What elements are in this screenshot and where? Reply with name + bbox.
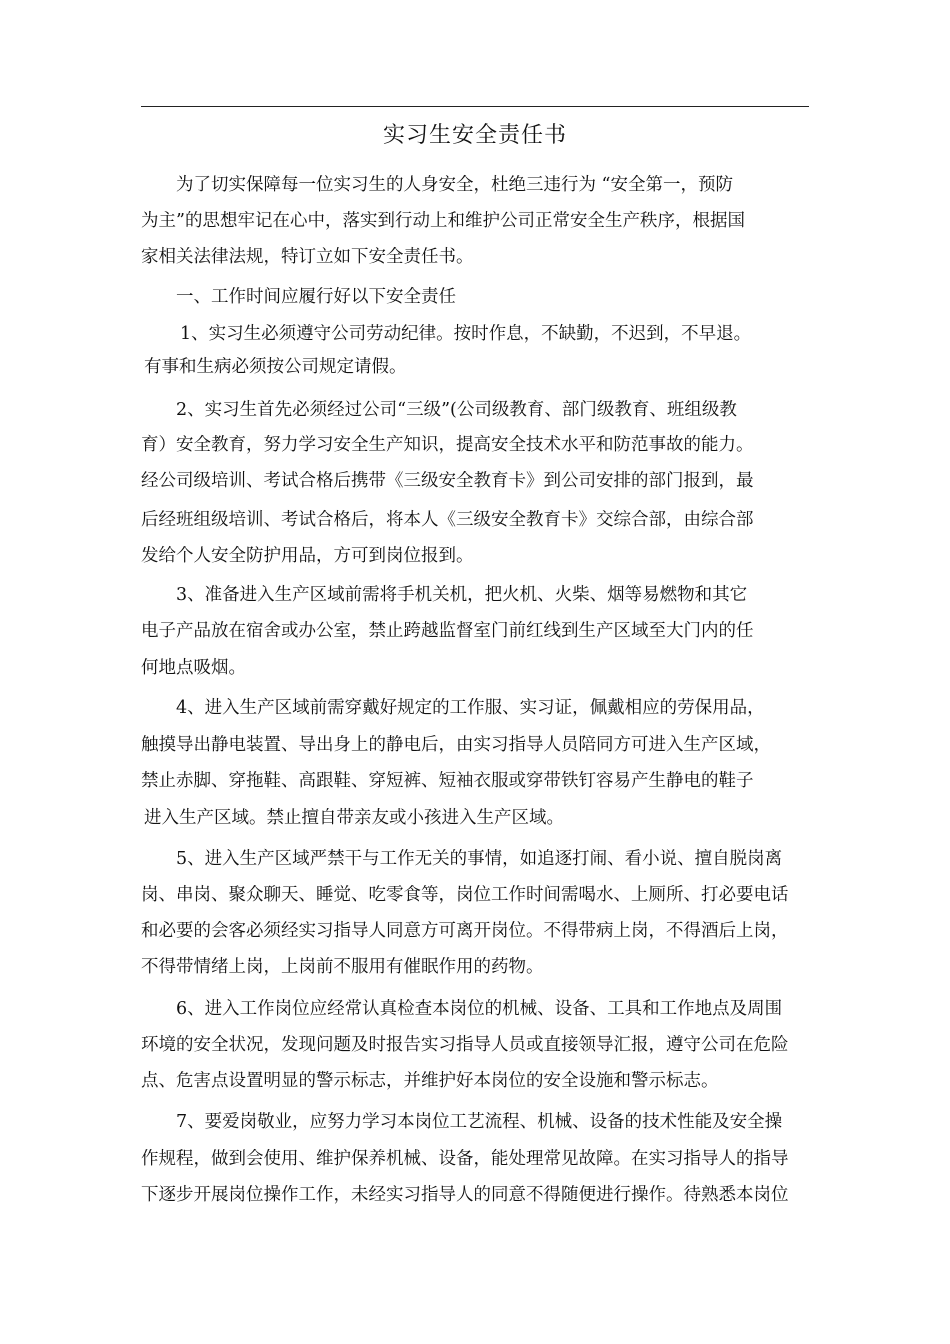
paragraph-line: 环境的安全状况，发现问题及时报告实习指导人员或直接领导汇报，遵守公司在危险 [141, 1035, 789, 1055]
paragraph-line: 发给个人安全防护用品，方可到岗位报到。 [141, 546, 474, 566]
paragraph-line: 家相关法律法规，特订立如下安全责任书。 [141, 247, 474, 267]
paragraph-line: 2、实习生首先必须经过公司“三级”(公司级教育、部门级教育、班组级教 [176, 400, 737, 420]
paragraph-line: 进入生产区域。禁止擅自带亲友或小孩进入生产区域。 [144, 808, 564, 828]
section-heading: 一、工作时间应履行好以下安全责任 [176, 287, 456, 307]
paragraph-line: 7、要爱岗敬业，应努力学习本岗位工艺流程、机械、设备的技术性能及安全操 [176, 1112, 783, 1132]
paragraph-line: 经公司级培训、考试合格后携带《三级安全教育卡》到公司安排的部门报到，最 [141, 471, 754, 491]
paragraph-line: 岗、串岗、聚众聊天、睡觉、吃零食等，岗位工作时间需喝水、上厕所、打必要电话 [141, 885, 789, 905]
paragraph-line: 点、危害点设置明显的警示标志，并维护好本岗位的安全设施和警示标志。 [141, 1071, 719, 1091]
header-rule [141, 106, 809, 107]
paragraph-line: 3、准备进入生产区域前需将手机关机，把火机、火柴、烟等易燃物和其它 [176, 585, 748, 605]
document-title: 实习生安全责任书 [382, 123, 567, 148]
paragraph-line: 作规程，做到会使用、维护保养机械、设备，能处理常见故障。在实习指导人的指导 [141, 1149, 789, 1169]
paragraph-line: 后经班组级培训、考试合格后，将本人《三级安全教育卡》交综合部，由综合部 [141, 510, 754, 530]
paragraph-line: 1、实习生必须遵守公司劳动纪律。按时作息，不缺勤，不迟到，不早退。 [180, 324, 752, 344]
paragraph-line: 和必要的会客必须经实习指导人同意方可离开岗位。不得带病上岗，不得酒后上岗， [141, 921, 789, 941]
paragraph-line: 5、进入生产区域严禁干与工作无关的事情，如追逐打闹、看小说、擅自脱岗离 [176, 849, 783, 869]
paragraph-line: 触摸导出静电装置、导出身上的静电后，由实习指导人员陪同方可进入生产区域， [141, 735, 771, 755]
paragraph-line: 有事和生病必须按公司规定请假。 [144, 357, 407, 377]
paragraph-line: 禁止赤脚、穿拖鞋、高跟鞋、穿短裤、短袖衣服或穿带铁钉容易产生静电的鞋子 [141, 771, 754, 791]
paragraph-line: 4、进入生产区域前需穿戴好规定的工作服、实习证，佩戴相应的劳保用品， [176, 698, 765, 718]
paragraph-line: 电子产品放在宿舍或办公室，禁止跨越监督室门前红线到生产区域至大门内的任 [141, 621, 754, 641]
paragraph-line: 何地点吸烟。 [141, 658, 246, 678]
paragraph-line: 下逐步开展岗位操作工作，未经实习指导人的同意不得随便进行操作。待熟悉本岗位 [141, 1185, 789, 1205]
paragraph-line: 育）安全教育，努力学习安全生产知识，提高安全技术水平和防范事故的能力。 [141, 435, 754, 455]
paragraph-line: 6、进入工作岗位应经常认真检查本岗位的机械、设备、工具和工作地点及周围 [176, 999, 783, 1019]
paragraph-line: 不得带情绪上岗，上岗前不服用有催眠作用的药物。 [141, 957, 544, 977]
paragraph-line: 为主”的思想牢记在心中，落实到行动上和维护公司正常安全生产秩序，根据国 [141, 211, 745, 231]
paragraph-line: 为了切实保障每一位实习生的人身安全，杜绝三违行为 “安全第一，预防 [176, 175, 734, 195]
